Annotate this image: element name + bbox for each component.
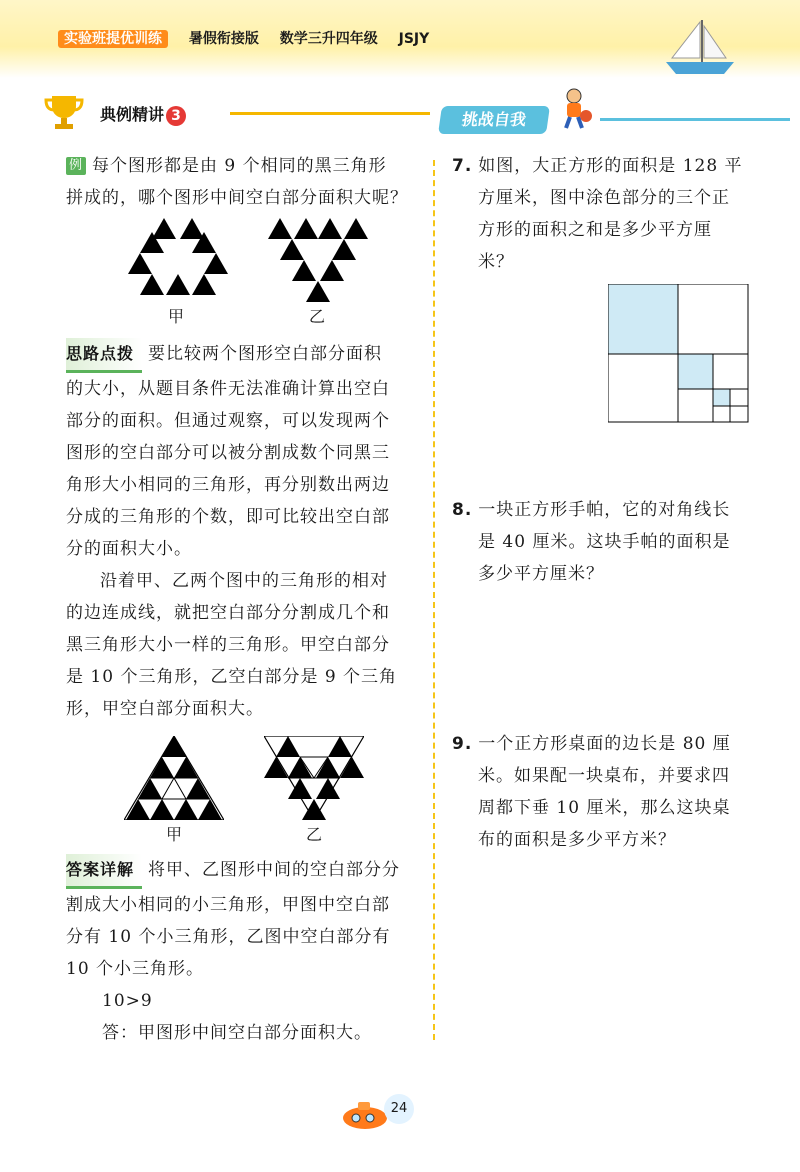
answer-text [66, 854, 428, 1049]
section-title-text: 典例精讲 [100, 105, 165, 124]
hint-line-3: 部分的面积。但通过观察，可以发现两个 [66, 411, 390, 431]
hint-para2-line-3: 黑三角形大小一样的三角形。甲空白部分 [66, 635, 390, 655]
challenge-rule [600, 118, 790, 121]
answer-compare: 10>9 [102, 991, 153, 1011]
publisher-code: JSJY [398, 31, 430, 47]
hint-line-5: 角形大小相同的三角形，再分别数出两边 [66, 475, 390, 495]
section-number: 3 [166, 106, 186, 126]
question-8-line-2: 是 40 厘米。这块手帕的面积是 [478, 532, 731, 552]
question-8-line-3: 多少平方厘米？ [478, 564, 604, 584]
example-text [66, 150, 426, 214]
answer-line-4: 10 个小三角形。 [66, 959, 205, 979]
hint-line-1 [66, 338, 428, 373]
example-line-1-text: 每个图形都是由 9 个相同的黑三角形 [92, 156, 387, 176]
question-9-line-3: 周都下垂 10 厘米，那么这块桌 [478, 798, 731, 818]
section-title [100, 102, 186, 126]
trophy-icon [42, 92, 86, 132]
hint-tag: 思路点拨 [66, 338, 142, 373]
question-8-line-1 [452, 494, 792, 526]
question-9-line-4: 布的面积是多少平方米？ [478, 830, 676, 850]
column-divider [433, 160, 435, 1040]
figure-jia-divided [124, 736, 224, 820]
edition-title: 暑假衔接版 [188, 31, 259, 47]
question-7-line-1-text: 如图，大正方形的面积是 128 平 [478, 156, 743, 176]
answer-conclusion: 答：甲图形中间空白部分面积大。 [102, 1023, 372, 1043]
section-header [42, 92, 422, 136]
figure-caption-yi: 乙 [309, 307, 326, 326]
question-9-line-1 [452, 728, 792, 760]
hint-para2-line-5: 形，甲空白部分面积大。 [66, 699, 264, 719]
question-7-line-1 [452, 150, 792, 182]
subject-title: 数学三升四年级 [279, 31, 378, 47]
figure-caption-jia: 甲 [168, 307, 185, 326]
question-7 [452, 150, 792, 278]
example-line-2: 拼成的，哪个图形中间空白部分面积大呢？ [66, 188, 408, 208]
sailboat-icon [660, 18, 740, 78]
question-7-line-4: 米？ [478, 252, 514, 272]
answer-line-2: 割成大小相同的小三角形，甲图中空白部 [66, 895, 390, 915]
figure-caption-yi-2: 乙 [306, 825, 323, 844]
figure-yi-divided [264, 736, 364, 820]
hint-line-6: 分成的三角形的个数，即可比较出空白部 [66, 507, 390, 527]
nested-squares-figure [608, 284, 750, 424]
question-7-line-3: 方形的面积之和是多少平方厘 [478, 220, 712, 240]
hint-para2-line-1: 沿着甲、乙两个图中的三角形的相对 [100, 571, 388, 591]
page-header [58, 28, 445, 48]
question-7-line-2: 方厘米，图中涂色部分的三个正 [478, 188, 730, 208]
example-line-1 [66, 150, 426, 182]
submarine-icon [340, 1096, 390, 1132]
figure-yi-solid [268, 218, 368, 302]
hint-para2-line-2: 的边连成线，就把空白部分分割成几个和 [66, 603, 390, 623]
challenge-header [440, 92, 790, 140]
page-number: 24 [384, 1094, 414, 1124]
question-7-number: 7. [452, 156, 473, 176]
section-rule [230, 112, 430, 115]
hint-line-1-text: 要比较两个图形空白部分面积 [148, 344, 383, 364]
figure-caption-jia-2: 甲 [166, 825, 183, 844]
answer-line-3: 分有 10 个小三角形，乙图中空白部分有 [66, 927, 391, 947]
hint-para2-line-4: 是 10 个三角形，乙空白部分是 9 个三角 [66, 667, 398, 687]
kid-icon [552, 86, 596, 130]
challenge-label: 挑战自我 [438, 106, 550, 134]
series-title: 实验班提优训练 [58, 30, 168, 48]
question-9-line-2: 米。如果配一块桌布，并要求四 [478, 766, 730, 786]
question-9 [452, 728, 792, 856]
question-9-number: 9. [452, 734, 473, 754]
answer-line-1 [66, 854, 428, 889]
question-9-line-1-text: 一个正方形桌面的边长是 80 厘 [478, 734, 731, 754]
hint-line-2: 的大小，从题目条件无法准确计算出空白 [66, 379, 390, 399]
hint-line-7: 分的面积大小。 [66, 539, 192, 559]
hint-line-4: 图形的空白部分可以被分割成数个同黑三 [66, 443, 390, 463]
example-badge: 例 [66, 157, 86, 175]
hint-text [66, 338, 428, 725]
question-8-line-1-text: 一块正方形手帕，它的对角线长 [478, 500, 731, 520]
question-8-number: 8. [452, 500, 473, 520]
question-8 [452, 494, 792, 590]
answer-line-1-text: 将甲、乙图形中间的空白部分分 [148, 860, 401, 880]
figure-jia-solid [128, 218, 228, 302]
answer-tag: 答案详解 [66, 854, 142, 889]
